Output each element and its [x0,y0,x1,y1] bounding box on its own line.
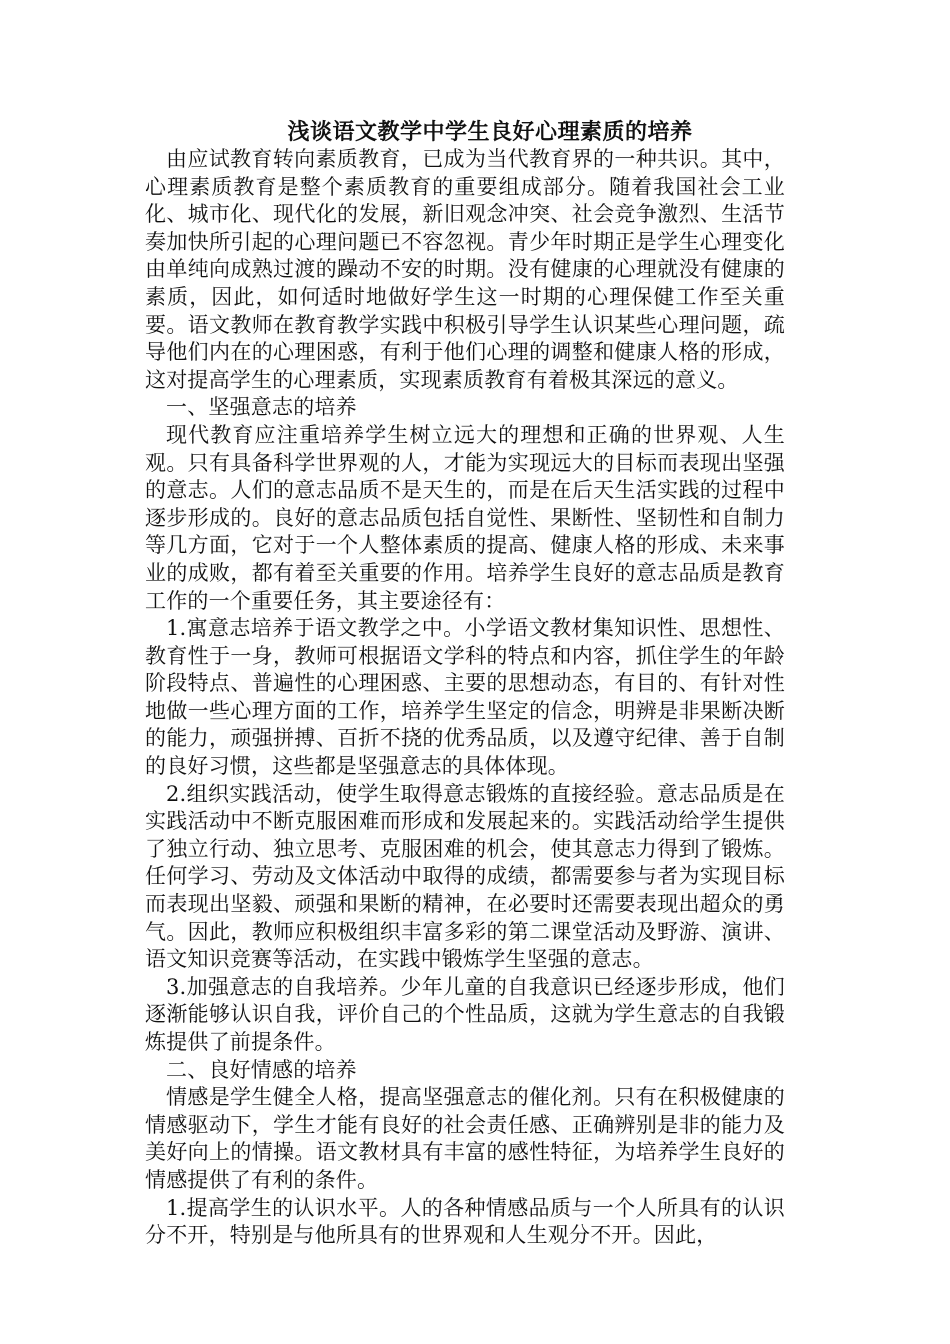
section-heading-willpower: 一、坚强意志的培养 [166,395,357,420]
paragraph-intro: 由应试教育转向素质教育，已成为当代教育界的一种共识。其中，心理素质教育是整个素质教育的重要组成部分。随着我国社会工业化、城市化、现代化的发展，新旧观念冲突、社会竞争激烈、生活节奏加快所引起的心理问题已不容忽视。青少年时期正是学生心理变化由单纯向成熟过渡的躁动不安的时期。没有健康的心理就没有健康的素质，因此，如何适时地做好学生这一时期的心理保健工作至关重要。语文教师在教育教学实践中积极引导学生认识某些心理问题，疏导他们内在的心理困惑，有利于他们心理的调整和健康人格的形成，这对提高学生的心理素质，实现素质教育有着极其深远的意义。 [145,147,785,392]
document-title: 浅谈语文教学中学生良好心理素质的培养 [287,119,693,145]
section-heading-emotion: 二、良好情感的培养 [166,1057,357,1082]
paragraph-willpower-item-1: 1.寓意志培养于语文教学之中。小学语文教材集知识性、思想性、教育性于一身，教师可根据语文学科的特点和内容，抓住学生的年龄阶段特点、普遍性的心理困惑、主要的思想动态，有目的、有针对性地做一些心理方面的工作，培养学生坚定的信念，明辨是非果断决断的能力，顽强拼搏、百折不挠的优秀品质，以及遵守纪律、善于自制的良好习惯，这些都是坚强意志的具体体现。 [145,616,785,779]
paragraph-willpower-item-2: 2.组织实践活动，使学生取得意志锻炼的直接经验。意志品质是在实践活动中不断克服困难而形成和发展起来的。实践活动给学生提供了独立行动、独立思考、克服困难的机会，使其意志力得到了锻炼。任何学习、劳动及文体活动中取得的成绩，都需要参与者为实现目标而表现出坚毅、顽强和果断的精神，在必要时还需要表现出超众的勇气。因此，教师应积极组织丰富多彩的第二课堂活动及野游、演讲、语文知识竞赛等活动，在实践中锻炼学生坚强的意志。 [145,781,785,972]
paragraph-willpower-intro: 现代教育应注重培养学生树立远大的理想和正确的世界观、人生观。只有具备科学世界观的人，才能为实现远大的目标而表现出坚强的意志。人们的意志品质不是天生的，而是在后天生活实践的过程中逐步形成的。良好的意志品质包括自觉性、果断性、坚韧性和自制力等几方面，它对于一个人整体素质的提高、健康人格的形成、未来事业的成败，都有着至关重要的作用。培养学生良好的意志品质是教育工作的一个重要任务，其主要途径有： [145,422,785,613]
paragraph-emotion-intro: 情感是学生健全人格，提高坚强意志的催化剂。只有在积极健康的情感驱动下，学生才能有良好的社会责任感、正确辨别是非的能力及美好向上的情操。语文教材具有丰富的感性特征，为培养学生良好的情感提供了有利的条件。 [145,1085,785,1192]
paragraph-emotion-item-1: 1.提高学生的认识水平。人的各种情感品质与一个人所具有的认识分不开，特别是与他所具有的世界观和人生观分不开。因此， [145,1195,785,1248]
paragraph-willpower-item-3: 3.加强意志的自我培养。少年儿童的自我意识已经逐步形成，他们逐渐能够认识自我，评价自己的个性品质，这就为学生意志的自我锻炼提供了前提条件。 [145,974,785,1054]
document-page [145,118,785,1250]
